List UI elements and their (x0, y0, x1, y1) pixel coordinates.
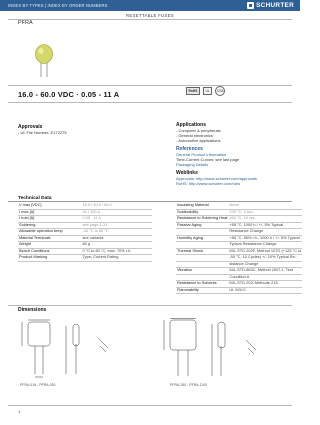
application-item: - Computer & peripherals (176, 128, 221, 133)
general-product-info-link[interactable]: General Product Information (176, 152, 227, 157)
drawing-caption-right: PFRA.250 - PFRA.1100 (170, 383, 208, 387)
category-label: RESETTABLE FUSES (126, 13, 174, 18)
spec-value: 40 / 100 A (81, 209, 152, 216)
spec-label: Soldering (18, 222, 81, 229)
spec-value: None (228, 203, 302, 209)
spec-label: Solderability (176, 209, 228, 216)
rohs-logo-icon: RoHS (186, 87, 200, 95)
spec-label: Passive Aging (176, 222, 228, 229)
certification-logos (186, 86, 225, 96)
spec-value: Typical Resistance Change (228, 242, 302, 249)
technical-data-heading: Technical Data (18, 195, 52, 201)
application-item: - Automotive applications (176, 138, 221, 143)
spec-label: Material Terminals (18, 235, 81, 242)
breadcrumb (8, 1, 108, 10)
application-item: - General electronics (176, 133, 213, 138)
dimension-drawing-right (160, 318, 288, 380)
ul-logo-icon: UL (203, 87, 212, 95)
spec-value: 235 °C, 3 sec. (228, 209, 302, 216)
spec-row (176, 287, 302, 294)
dimension-drawing-left (18, 318, 138, 380)
time-current-curves-ref: Time-Current Curves: see last page (176, 157, 240, 162)
brand-logo (247, 1, 294, 10)
rating-summary: 16.0 - 60.0 VDC · 0.05 - 11 A (18, 90, 120, 99)
spec-value: see variants (81, 235, 152, 242)
spec-label: Insulating Material (176, 203, 228, 209)
csa-logo-icon: CSA (215, 86, 225, 96)
spec-value: see page 1-31 (81, 222, 152, 229)
spec-label: Resistance to Soldering Heat (177, 215, 228, 221)
spec-value: 0.05 - 11 A (81, 216, 152, 223)
spec-value: Condition A (228, 274, 302, 281)
top-navigation-bar (0, 0, 300, 11)
brand-name: SCHURTER (256, 2, 294, 9)
weblinks-heading: Weblinks (176, 170, 198, 176)
spec-label: Resistance to Solvents (176, 281, 228, 288)
radial-fuse-photo (33, 44, 55, 78)
spec-row (18, 255, 152, 262)
drawing-caption-left: PFRA.016 - PFRA.030 (20, 383, 56, 387)
spec-value: sistance Change (228, 261, 302, 268)
packaging-details-link[interactable]: Packaging Details (176, 162, 209, 167)
divider (8, 85, 292, 86)
spec-value: MIL-STD-202F, Method 107G (+125 °C to (229, 247, 302, 253)
schurter-logo-icon (247, 2, 254, 9)
rohs-weblink[interactable]: RoHS: http://www.schurter.com/rohs (176, 181, 241, 186)
approvals-weblink[interactable]: Approvals: http://www.schurter.com/approvals (176, 176, 257, 181)
spec-value: +85 °C, 1000 h / +/- 5% Typical (228, 222, 302, 229)
spec-value: UL 94V-0 (228, 287, 302, 294)
product-title: PFRA (18, 20, 33, 26)
spec-value: -40 °C to 85 °C (81, 229, 152, 236)
technical-data-header (8, 195, 292, 202)
spec-value: MIL-STD-202, Methode 215 (228, 281, 302, 288)
spec-table-left (18, 203, 152, 262)
spec-value: -55 °C, 10 Cycles) +/- 10% Typical Re- (228, 255, 302, 262)
spec-value: 80 g (81, 242, 152, 249)
references-heading: References (176, 146, 203, 152)
spec-value: MIL-STD-883C, Method 2007.1, Test (228, 268, 302, 275)
spec-label: Weight (18, 242, 81, 249)
spec-label: Product Marking (18, 255, 81, 262)
divider (8, 102, 292, 103)
divider (8, 405, 292, 406)
spec-table-right (176, 203, 302, 294)
spec-label: Vibration (176, 268, 228, 275)
spec-label: Allowable operation temp (18, 229, 81, 236)
spec-value: 0 °C to 60 °C, max. 70% r.h. (81, 248, 152, 255)
page-number: 1 (18, 409, 21, 414)
spec-value: 16.0 / 30.0 / 60.0 (81, 203, 152, 209)
divider (8, 305, 292, 306)
spec-label: Bench Conditions (18, 248, 81, 255)
spec-label: V max [VDC] (18, 203, 81, 209)
applications-heading: Applications (176, 122, 207, 128)
spec-label: Thermal Shock (176, 248, 228, 255)
spec-label: Humidity Aging (176, 235, 228, 242)
approvals-heading: Approvals (18, 124, 43, 130)
spec-value: +85 °C, 85% r.h., 1000 h / +/- 5% Typical (228, 235, 302, 242)
index-by-types-link[interactable]: INDEX BY TYPES (8, 3, 44, 8)
divider (8, 19, 292, 20)
dimensions-heading: Dimensions (18, 307, 47, 313)
spec-label: I max [A] (18, 209, 81, 216)
breadcrumb-separator: | (44, 3, 47, 8)
spec-value: Resistance Change (228, 229, 302, 236)
approvals-line: - UL File Number: E172275 (18, 130, 67, 135)
spec-label: Flammability (176, 287, 228, 294)
spec-label: I hold [A] (18, 216, 81, 223)
index-by-order-numbers-link[interactable]: INDEX BY ORDER NUMBERS (47, 3, 108, 8)
spec-value: 260 °C, 10 sec. (228, 216, 302, 223)
spec-value: Type, Current Rating (81, 255, 152, 262)
